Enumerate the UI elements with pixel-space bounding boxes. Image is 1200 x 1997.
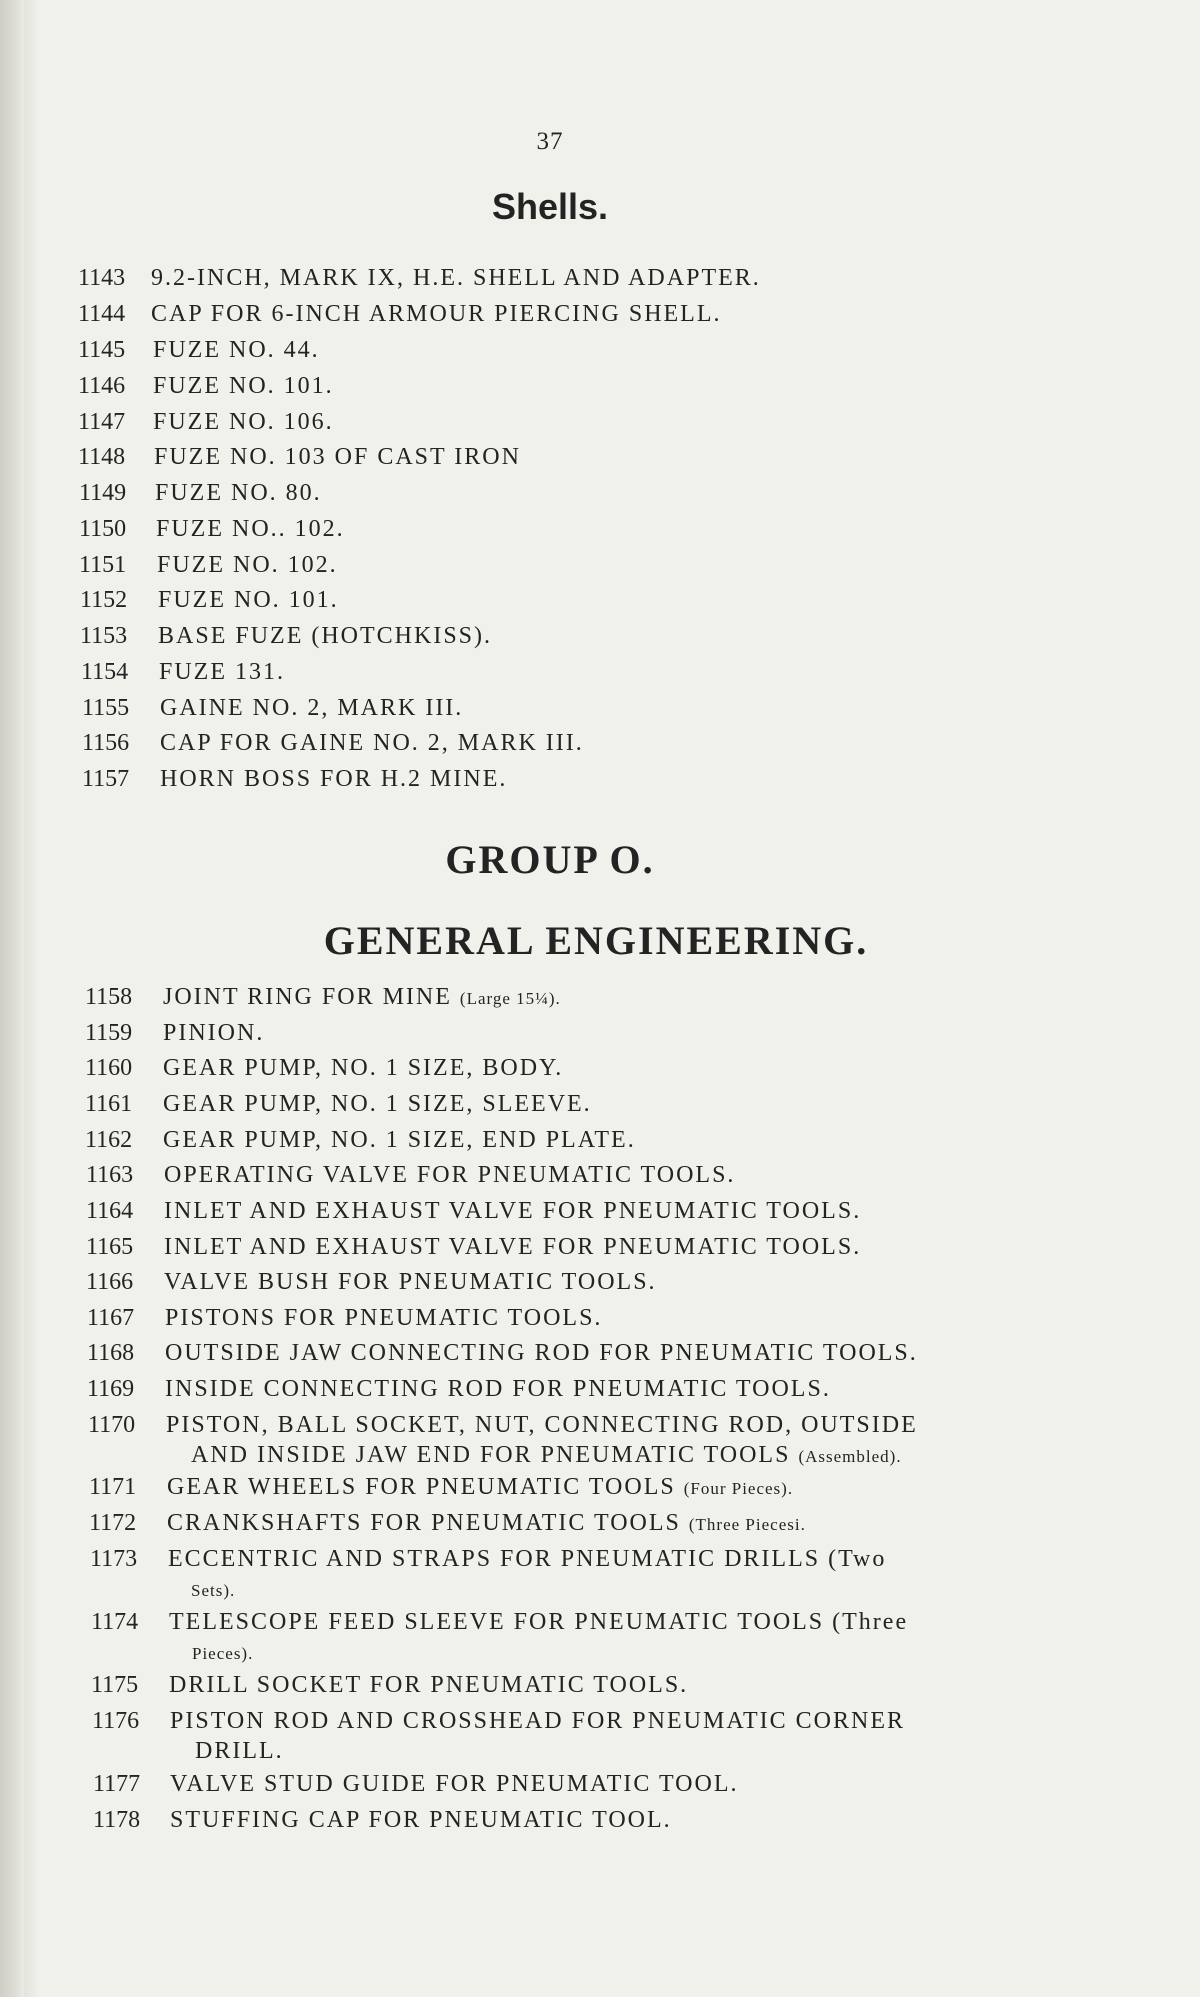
item-text: 9.2-INCH, MARK IX, H.E. SHELL AND ADAPTER. (151, 265, 761, 291)
item-number: 1146 (78, 373, 126, 399)
item-text: STUFFING CAP FOR PNEUMATIC TOOL. (170, 1807, 672, 1833)
item-number: 1150 (79, 516, 127, 542)
item-number: 1173 (90, 1546, 138, 1572)
item-number: 1154 (81, 659, 129, 685)
item-number: 1171 (89, 1474, 137, 1500)
item-number: 1174 (91, 1609, 139, 1635)
item-text: INLET AND EXHAUST VALVE FOR PNEUMATIC TOOLS. (164, 1198, 862, 1224)
book-gutter (24, 0, 40, 1997)
item-text: BASE FUZE (HOTCHKISS). (158, 623, 493, 649)
item-continuation: DRILL. (195, 1738, 284, 1764)
item-number: 1177 (93, 1771, 141, 1797)
item-text: INSIDE CONNECTING ROD FOR PNEUMATIC TOOLS. (165, 1376, 831, 1402)
item-number: 1176 (92, 1708, 140, 1734)
item-text: GEAR PUMP, NO. 1 SIZE, SLEEVE. (163, 1091, 592, 1117)
item-note: (Three Piecesi. (688, 1515, 806, 1534)
item-number: 1178 (93, 1807, 141, 1833)
item-number: 1159 (85, 1020, 133, 1046)
item-number: 1162 (85, 1127, 133, 1153)
item-number: 1161 (85, 1091, 133, 1117)
item-number: 1148 (78, 444, 126, 470)
item-text: CRANKSHAFTS FOR PNEUMATIC TOOLS (167, 1510, 681, 1536)
item-text: FUZE NO. 106. (153, 409, 334, 435)
item-number: 1167 (87, 1305, 135, 1331)
item-number: 1165 (86, 1234, 134, 1260)
book-spine-shadow (0, 0, 24, 1997)
item-number: 1156 (82, 730, 130, 756)
item-text: CAP FOR 6-INCH ARMOUR PIERCING SHELL. (151, 301, 722, 327)
item-text: FUZE NO. 44. (153, 337, 320, 363)
item-number: 1155 (82, 695, 130, 721)
group-subtitle: GENERAL ENGINEERING. (323, 918, 869, 963)
item-note: Pieces). (192, 1644, 254, 1663)
item-number: 1143 (78, 265, 126, 291)
item-text: PISTONS FOR PNEUMATIC TOOLS. (165, 1305, 603, 1331)
item-continuation: AND INSIDE JAW END FOR PNEUMATIC TOOLS (191, 1442, 791, 1468)
item-text: FUZE NO. 80. (155, 480, 322, 506)
item-number: 1168 (87, 1340, 135, 1366)
page-number: 37 (536, 128, 564, 155)
item-number: 1175 (91, 1672, 139, 1698)
item-number: 1152 (80, 587, 128, 613)
item-text: PISTON ROD AND CROSSHEAD FOR PNEUMATIC CORNER (170, 1708, 905, 1734)
item-text: FUZE NO.. 102. (156, 516, 345, 542)
item-text: GEAR PUMP, NO. 1 SIZE, END PLATE. (163, 1127, 636, 1153)
item-text: TELESCOPE FEED SLEEVE FOR PNEUMATIC TOOLS (Three (169, 1609, 909, 1635)
item-text: JOINT RING FOR MINE (163, 984, 452, 1010)
item-number: 1157 (82, 766, 130, 792)
item-number: 1163 (86, 1162, 134, 1188)
item-number: 1151 (79, 552, 127, 578)
section-title-shells: Shells. (491, 186, 609, 227)
item-note: (Assembled). (798, 1447, 902, 1466)
item-text: FUZE NO. 102. (157, 552, 338, 578)
item-text: OUTSIDE JAW CONNECTING ROD FOR PNEUMATIC TOOLS. (165, 1340, 918, 1366)
item-text: GEAR PUMP, NO. 1 SIZE, BODY. (163, 1055, 564, 1081)
item-text: FUZE 131. (159, 659, 285, 685)
item-number: 1158 (85, 984, 133, 1010)
item-text: FUZE NO. 101. (153, 373, 334, 399)
item-number: 1144 (78, 301, 126, 327)
item-note: (Four Pieces). (683, 1479, 794, 1498)
item-number: 1172 (89, 1510, 137, 1536)
item-number: 1166 (86, 1269, 134, 1295)
item-number: 1149 (79, 480, 127, 506)
item-text: DRILL SOCKET FOR PNEUMATIC TOOLS. (169, 1672, 689, 1698)
item-number: 1170 (88, 1412, 136, 1438)
item-number: 1153 (80, 623, 128, 649)
item-text: INLET AND EXHAUST VALVE FOR PNEUMATIC TOOLS. (164, 1234, 862, 1260)
item-number: 1145 (78, 337, 126, 363)
item-text: PISTON, BALL SOCKET, NUT, CONNECTING ROD, OUTSIDE (166, 1412, 918, 1438)
item-text: CAP FOR GAINE NO. 2, MARK III. (160, 730, 584, 756)
item-text: GEAR WHEELS FOR PNEUMATIC TOOLS (167, 1474, 676, 1500)
item-text: GAINE NO. 2, MARK III. (160, 695, 464, 721)
item-text: VALVE BUSH FOR PNEUMATIC TOOLS. (164, 1269, 657, 1295)
item-text: PINION. (163, 1020, 265, 1046)
item-text: VALVE STUD GUIDE FOR PNEUMATIC TOOL. (170, 1771, 739, 1797)
item-text: FUZE NO. 103 OF CAST IRON (154, 444, 521, 470)
item-text: FUZE NO. 101. (158, 587, 339, 613)
item-text: OPERATING VALVE FOR PNEUMATIC TOOLS. (164, 1162, 736, 1188)
item-note: Sets). (191, 1581, 236, 1600)
item-text: HORN BOSS FOR H.2 MINE. (160, 766, 508, 792)
item-number: 1147 (78, 409, 126, 435)
item-number: 1160 (85, 1055, 133, 1081)
item-text: ECCENTRIC AND STRAPS FOR PNEUMATIC DRILLS (Two (168, 1546, 887, 1572)
group-title: GROUP O. (445, 837, 655, 882)
item-number: 1164 (86, 1198, 134, 1224)
item-note: (Large 15¼). (459, 989, 561, 1008)
item-number: 1169 (87, 1376, 135, 1402)
